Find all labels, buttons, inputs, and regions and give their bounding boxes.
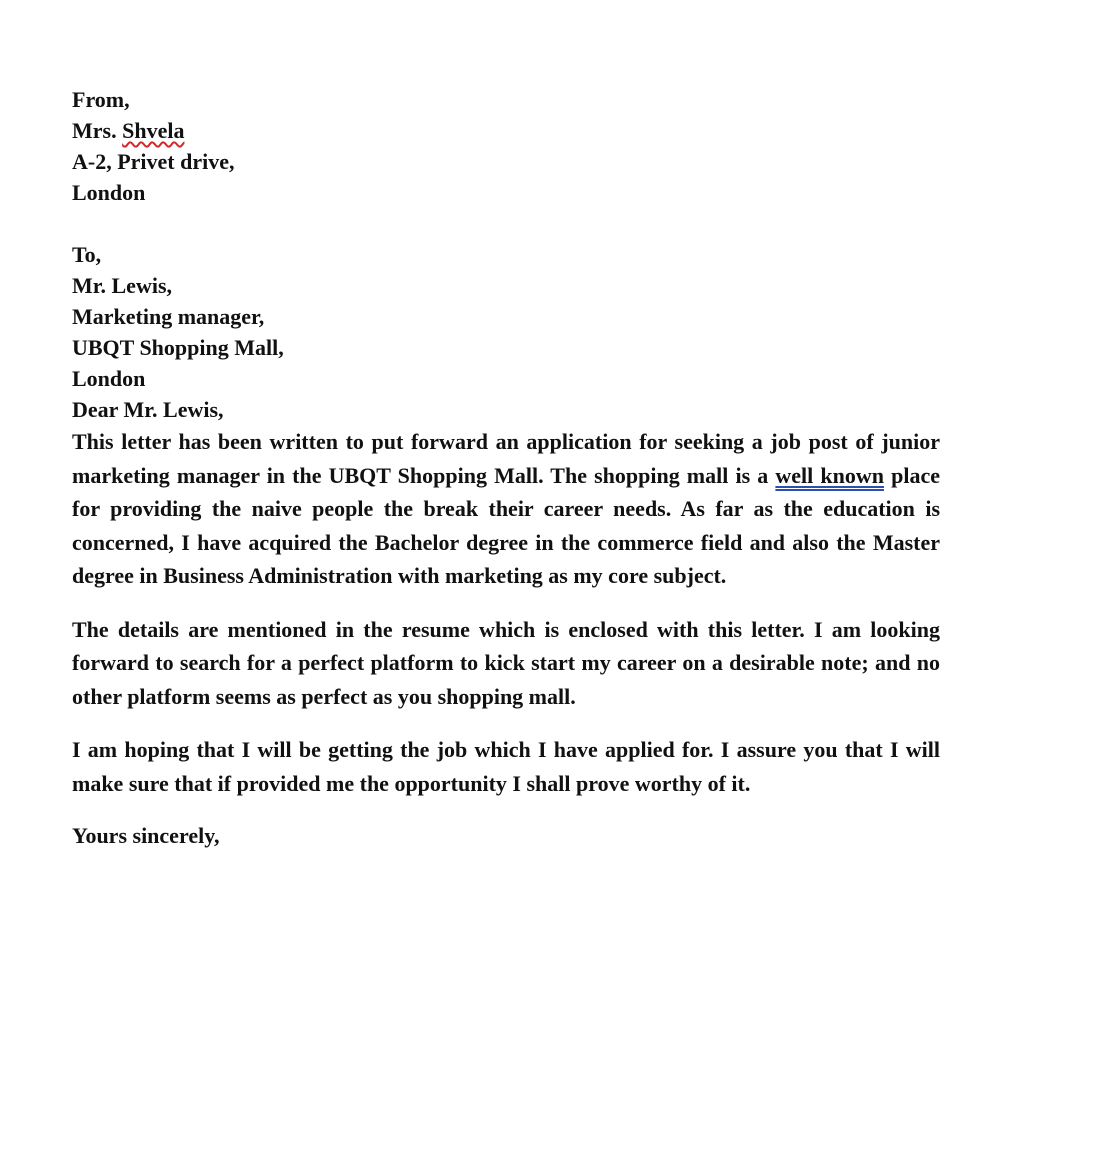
body-paragraph-1 <box>72 425 940 593</box>
body-paragraph-2: The details are mentioned in the resume which is enclosed with this letter. I am looking forward to search for a perfect platform to kick start my career on a desirable note; and no other platform seems as perfect as you shopping mall. <box>72 616 940 709</box>
recipient-heading: To, <box>72 242 102 267</box>
sender-name-misspelled: Shvela <box>122 118 185 143</box>
sender-name-prefix: Mrs. <box>72 118 123 143</box>
sender-address-line: A-2, Privet drive, <box>72 149 235 174</box>
paragraph-1-text-start: This letter has been written to put forward an application for seeking a job post of junior marketing manager in the UBQT Shopping Mall. The shopping mall is a <box>72 429 940 488</box>
grammar-flagged-phrase: well known <box>775 462 884 488</box>
spacer <box>72 208 940 239</box>
salutation: Dear Mr. Lewis, <box>72 397 224 422</box>
recipient-address <box>72 239 940 425</box>
paragraph-1-text-end: place for providing the naive people the break their career needs. As far as the education is concerned, I have acquired the Bachelor degree in the commerce field and also the Master degree in Business Administration with marketing as my core subject. <box>72 462 940 588</box>
closing: Yours sincerely, <box>72 823 220 848</box>
recipient-title: Marketing manager, <box>72 304 265 329</box>
sender-name-line <box>72 115 940 146</box>
sender-address <box>72 84 940 208</box>
sender-city: London <box>72 180 146 205</box>
sender-heading: From, <box>72 87 130 112</box>
recipient-city: London <box>72 366 146 391</box>
recipient-company: UBQT Shopping Mall, <box>72 335 284 360</box>
application-letter <box>72 84 940 851</box>
recipient-name: Mr. Lewis, <box>72 273 173 298</box>
body-paragraph-3: I am hoping that I will be getting the job which I have applied for. I assure you that I will make sure that if provided me the opportunity I shall prove worthy of it. <box>72 737 940 796</box>
